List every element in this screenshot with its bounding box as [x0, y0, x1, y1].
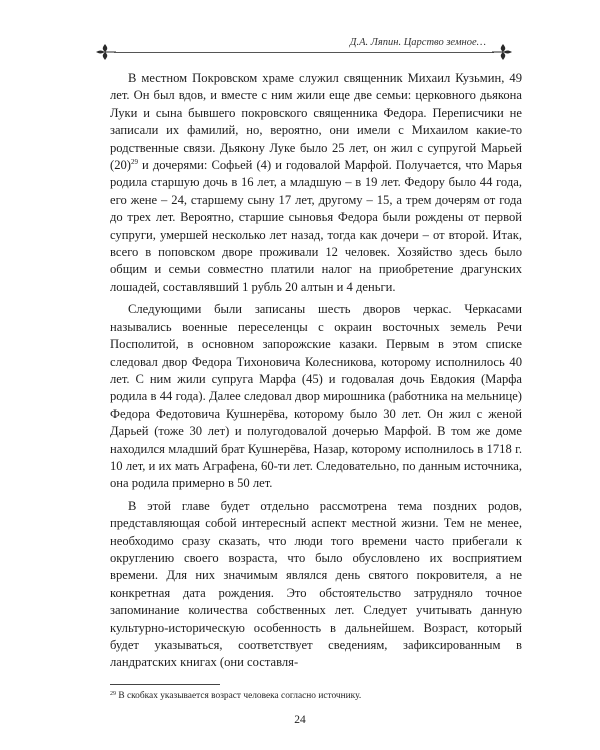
running-title: Д.А. Ляпин. Царство земное… — [349, 37, 486, 48]
paragraph-text: Следующими были записаны шесть дворов черкас. Черкасами назывались военные переселенцы с окраин восточных земель Речи Посполитой, в основном запорожские казаки. Первым в этом списке следовал двор Федора Тихоновича Колесникова, которому исполнилось 40 лет. С ним жили супруга Марфа (45) и годовалая дочь Евдокия (Марфа родила в 44 года). Далее следовал двор мирошника (работника на мельнице) Федора Федотовича Кушнерёва, которому было 30 лет. Он жил с женой Дарьей (тоже 30 лет) и полугодовалой дочерью Марфой. В том же доме находился младший брат Кушнерёва, Назар, которому исполнилось в 1718 г. 10 лет, и их мать Аграфена, 60-ти лет. Следовательно, по данным источника, она родила примерно в 50 лет. — [110, 302, 522, 491]
running-header — [100, 36, 508, 66]
header-rule — [114, 52, 494, 53]
footnote-reference: 29 — [130, 158, 138, 167]
body-text — [110, 70, 522, 672]
left-ornament-icon — [94, 42, 116, 62]
footnote — [110, 690, 522, 702]
footnote-marker: 29 — [110, 691, 116, 697]
footnote-rule — [110, 684, 220, 685]
paragraph-text: и дочерями: Софьей (4) и годовалой Марфой. Получается, что Марья родила старшую дочь в 16 лет, а младшую – в 19 лет. Федору было 44 года, его жене – 24, старшему сыну 17 лет, другому – 15, а трем дочерям от года до трех лет. Вероятно, старшие сыновья Федора были рождены от первой супруги, умершей несколько лет назад, тогда как дочери – от второй. Итак, всего в поповском дворе проживали 12 человек. Хозяйство здесь было общим и семьи совместно платили налог на приобретение драгунских лошадей, составлявший 1 рубль 20 алтын и 4 деньги. — [110, 158, 522, 294]
paragraph — [110, 498, 522, 672]
paragraph-text: В этой главе будет отдельно рассмотрена тема поздних родов, представляющая собой интересный аспект местной жизни. Тем не менее, необходимо сразу сказать, что люди того времени часто прибегали к округлению своего возраста, что было обусловлено их восприятием времени. Для них значимым являлся день святого покровителя, а не конкретная дата рождения. Это обстоятельство затрудняло точное запоминание количества собственных лет. Следует учитывать данную культурно-историческую особенность в дальнейшем. Возраст, который будет указываться, соответствует сведениям, зафиксированным в ландратских книгах (они составля- — [110, 498, 522, 670]
paragraph — [110, 301, 522, 492]
page-number: 24 — [294, 714, 306, 726]
paragraph-text: В местном Покровском храме служил священник Михаил Кузьмин, 49 лет. Он был вдов, и вместе с ним жили еще две семьи: церковного дьякона Луки и сына бывшего покровского священника Федора. Переписчики не записали их фамилий, но, вероятно, они имели с Михаилом какие-то родственные связи. Дьякону Луке было 25 лет, он жил с супругой Марьей (20) — [110, 71, 522, 173]
paragraph — [110, 70, 522, 296]
footnote-text: В скобках указывается возраст человека согласно источнику. — [116, 691, 362, 701]
right-ornament-icon — [492, 42, 514, 62]
